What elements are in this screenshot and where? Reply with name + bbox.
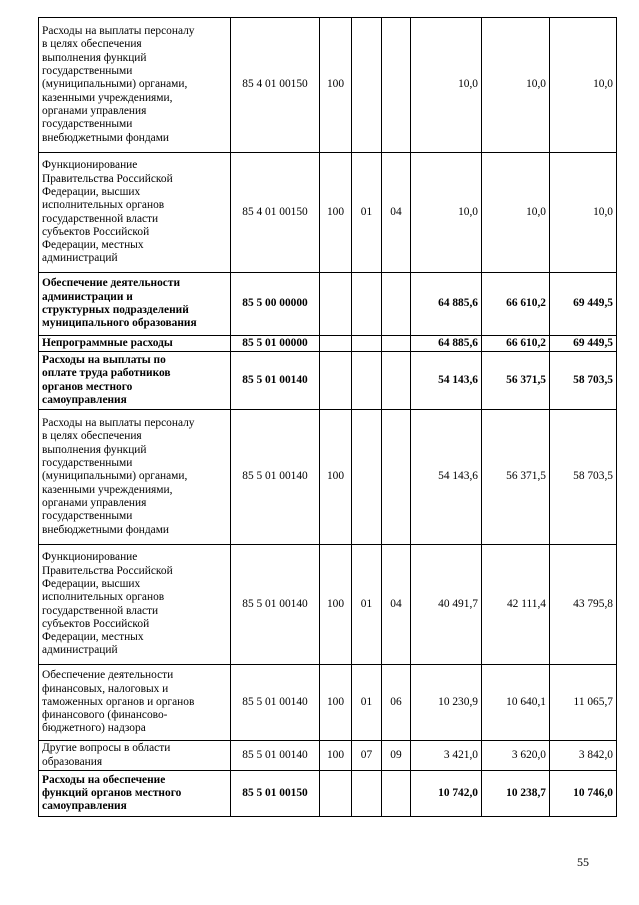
budget-table <box>38 17 617 817</box>
table-row <box>39 336 617 352</box>
row-name: Расходы на обеспечение функций органов местного самоуправления <box>39 771 231 817</box>
row-code: 85 5 01 00000 <box>231 336 320 352</box>
row-subsection: 06 <box>382 665 411 741</box>
table-row <box>39 352 617 410</box>
table-row <box>39 665 617 741</box>
row-amount-year-2: 56 371,5 <box>482 352 550 410</box>
row-amount-year-2: 66 610,2 <box>482 273 550 336</box>
row-section <box>352 771 382 817</box>
table-row <box>39 410 617 545</box>
row-amount-year-2: 66 610,2 <box>482 336 550 352</box>
row-amount-year-1: 54 143,6 <box>411 352 482 410</box>
row-expense-type: 100 <box>320 545 352 665</box>
row-subsection <box>382 18 411 153</box>
row-expense-type: 100 <box>320 410 352 545</box>
row-subsection: 04 <box>382 545 411 665</box>
row-subsection <box>382 410 411 545</box>
row-name: Непрограммные расходы <box>39 336 231 352</box>
row-amount-year-1: 3 421,0 <box>411 741 482 771</box>
row-name: Расходы на выплаты персоналу в целях обеспечения выполнения функций государственными (муниципальными) органами, казенными учреждениями, органами управления государственными внебюджетными фондами <box>39 410 231 545</box>
row-section <box>352 410 382 545</box>
table-row <box>39 741 617 771</box>
row-expense-type: 100 <box>320 741 352 771</box>
row-name: Функционирование Правительства Российской Федерации, высших исполнительных органов государственной власти субъектов Российской Федерации, местных администраций <box>39 153 231 273</box>
row-amount-year-2: 10 640,1 <box>482 665 550 741</box>
row-amount-year-1: 10,0 <box>411 18 482 153</box>
row-section: 01 <box>352 545 382 665</box>
row-code: 85 5 01 00140 <box>231 352 320 410</box>
row-subsection <box>382 336 411 352</box>
row-amount-year-1: 54 143,6 <box>411 410 482 545</box>
row-expense-type <box>320 352 352 410</box>
row-name: Обеспечение деятельности финансовых, налоговых и таможенных органов и органов финансового (финансово- бюджетного) надзора <box>39 665 231 741</box>
row-name: Обеспечение деятельности администрации и структурных подразделений муниципального образования <box>39 273 231 336</box>
row-amount-year-3: 58 703,5 <box>550 410 617 545</box>
row-code: 85 5 01 00140 <box>231 545 320 665</box>
row-amount-year-3: 11 065,7 <box>550 665 617 741</box>
table-row <box>39 18 617 153</box>
row-section <box>352 336 382 352</box>
row-expense-type: 100 <box>320 18 352 153</box>
row-section <box>352 352 382 410</box>
row-amount-year-2: 10,0 <box>482 18 550 153</box>
row-subsection: 04 <box>382 153 411 273</box>
row-name: Расходы на выплаты персоналу в целях обеспечения выполнения функций государственными (муниципальными) органами, казенными учреждениями, органами управления государственными внебюджетными фондами <box>39 18 231 153</box>
row-amount-year-2: 56 371,5 <box>482 410 550 545</box>
row-code: 85 5 01 00140 <box>231 410 320 545</box>
row-section <box>352 18 382 153</box>
row-amount-year-3: 69 449,5 <box>550 336 617 352</box>
row-code: 85 5 00 00000 <box>231 273 320 336</box>
row-code: 85 5 01 00140 <box>231 741 320 771</box>
table-row <box>39 771 617 817</box>
row-amount-year-1: 64 885,6 <box>411 336 482 352</box>
row-name: Расходы на выплаты по оплате труда работников органов местного самоуправления <box>39 352 231 410</box>
row-code: 85 4 01 00150 <box>231 153 320 273</box>
table-row <box>39 153 617 273</box>
row-subsection <box>382 771 411 817</box>
table-row <box>39 273 617 336</box>
row-amount-year-2: 3 620,0 <box>482 741 550 771</box>
row-name: Другие вопросы в области образования <box>39 741 231 771</box>
row-code: 85 4 01 00150 <box>231 18 320 153</box>
page-number: 55 <box>577 855 589 869</box>
row-subsection: 09 <box>382 741 411 771</box>
row-amount-year-2: 10 238,7 <box>482 771 550 817</box>
row-subsection <box>382 352 411 410</box>
row-amount-year-3: 58 703,5 <box>550 352 617 410</box>
row-section: 01 <box>352 153 382 273</box>
row-code: 85 5 01 00140 <box>231 665 320 741</box>
row-amount-year-2: 42 111,4 <box>482 545 550 665</box>
row-amount-year-3: 69 449,5 <box>550 273 617 336</box>
row-section: 07 <box>352 741 382 771</box>
row-amount-year-1: 10 742,0 <box>411 771 482 817</box>
row-expense-type <box>320 273 352 336</box>
row-expense-type <box>320 336 352 352</box>
row-amount-year-3: 43 795,8 <box>550 545 617 665</box>
row-amount-year-2: 10,0 <box>482 153 550 273</box>
row-expense-type: 100 <box>320 153 352 273</box>
row-subsection <box>382 273 411 336</box>
row-expense-type <box>320 771 352 817</box>
row-amount-year-1: 64 885,6 <box>411 273 482 336</box>
row-amount-year-3: 10,0 <box>550 18 617 153</box>
row-amount-year-1: 10 230,9 <box>411 665 482 741</box>
row-amount-year-3: 10 746,0 <box>550 771 617 817</box>
row-amount-year-3: 10,0 <box>550 153 617 273</box>
row-name: Функционирование Правительства Российской Федерации, высших исполнительных органов государственной власти субъектов Российской Федерации, местных администраций <box>39 545 231 665</box>
row-amount-year-1: 10,0 <box>411 153 482 273</box>
row-section: 01 <box>352 665 382 741</box>
table-row <box>39 545 617 665</box>
row-code: 85 5 01 00150 <box>231 771 320 817</box>
row-expense-type: 100 <box>320 665 352 741</box>
row-amount-year-1: 40 491,7 <box>411 545 482 665</box>
row-amount-year-3: 3 842,0 <box>550 741 617 771</box>
row-section <box>352 273 382 336</box>
